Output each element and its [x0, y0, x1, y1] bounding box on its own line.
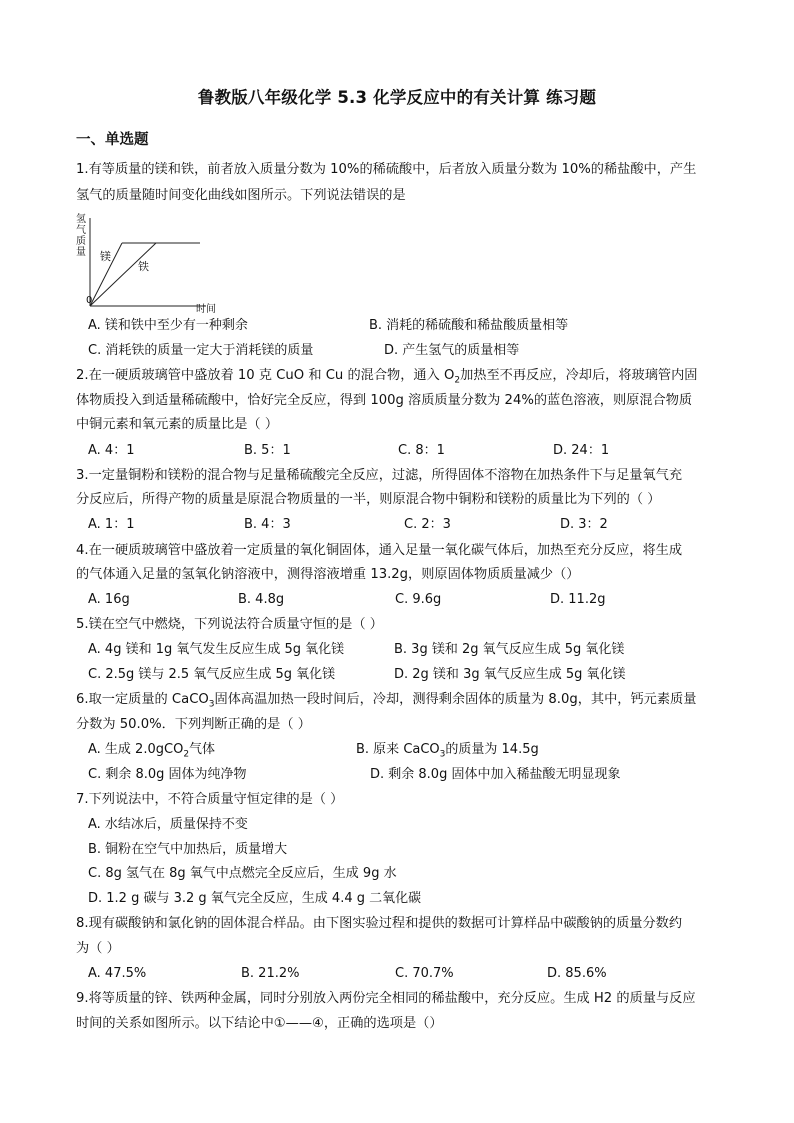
- q9-line2: 时间的关系如图所示。以下结论中①——④，正确的选项是（）: [76, 1016, 443, 1031]
- page-title: 鲁教版八年级化学 5.3 化学反应中的有关计算 练习题: [197, 88, 597, 107]
- q2-option-c: C. 8：1: [398, 443, 445, 458]
- q6-line2: 分数为 50.0%．下列判断正确的是（ ）: [76, 717, 311, 732]
- q8-option-d: D. 85.6%: [547, 966, 607, 981]
- q8-line1: 8.现有碳酸钠和氯化钠的固体混合样品。由下图实验过程和提供的数据可计算样品中碳酸钠的质量分数约: [76, 916, 683, 931]
- q1-option-a: A. 镁和铁中至少有一种剩余: [88, 318, 248, 333]
- graph-ylabel: 氢气质量: [76, 214, 86, 258]
- q7-option-d: D. 1.2 g 碳与 3.2 g 氧气完全反应，生成 4.4 g 二氧化碳: [88, 891, 422, 906]
- q4-line1: 4.在一硬质玻璃管中盛放着一定质量的氧化铜固体，通入足量一氧化碳气体后，加热至充分反应，将生成: [76, 543, 683, 558]
- q8-option-a: A. 47.5%: [88, 966, 147, 981]
- q6-option-c: C. 剩余 8.0g 固体为纯净物: [88, 767, 247, 782]
- q8-line2: 为（ ）: [76, 941, 120, 956]
- q1-line2: 氢气的质量随时间变化曲线如图所示。下列说法错误的是: [76, 188, 406, 203]
- q6-option-b-text: B. 原来 CaCO: [356, 742, 440, 757]
- q5-option-a: A. 4g 镁和 1g 氧气发生反应生成 5g 氧化镁: [88, 642, 345, 657]
- q3-line2: 分反应后，所得产物的质量是原混合物质量的一半，则原混合物中铜粉和镁粉的质量比为下列的（ ）: [76, 492, 661, 507]
- q6-option-b-sub: 3: [439, 749, 446, 760]
- q5-line1: 5.镁在空气中燃烧，下列说法符合质量守恒的是（ ）: [76, 617, 383, 632]
- graph-origin: 0: [86, 295, 93, 306]
- q6-line1-sub: 3: [208, 699, 215, 710]
- q2-option-a: A. 4：1: [88, 443, 135, 458]
- q2-option-d: D. 24：1: [553, 443, 610, 458]
- q1-option-b: B. 消耗的稀硫酸和稀盐酸质量相等: [369, 318, 569, 333]
- q7-line1: 7.下列说法中，不符合质量守恒定律的是（ ）: [76, 792, 344, 807]
- q6-option-b: [356, 740, 539, 765]
- q2-option-b: B. 5：1: [244, 443, 291, 458]
- q4-option-b: B. 4.8g: [238, 592, 285, 607]
- q5-option-b: B. 3g 镁和 2g 氧气反应生成 5g 氧化镁: [394, 642, 625, 657]
- q2-line3: 中铜元素和氧元素的质量比是（ ）: [76, 417, 279, 432]
- q3-option-c: C. 2：3: [404, 517, 451, 532]
- q6-option-d: D. 剩余 8.0g 固体中加入稀盐酸无明显现象: [370, 767, 621, 782]
- q1-option-c: C. 消耗铁的质量一定大于消耗镁的质量: [88, 343, 314, 358]
- q8-option-c: C. 70.7%: [395, 966, 454, 981]
- q1-graph: [76, 214, 216, 314]
- q3-option-d: D. 3：2: [560, 517, 608, 532]
- q2-line2: 体物质投入到适量稀硫酸中，恰好完全反应，得到 100g 溶质质量分数为 24%的蓝色溶液，则原混合物质: [76, 393, 693, 408]
- q2-line1-a: 2.在一硬质玻璃管中盛放着 10 克 CuO 和 Cu 的混合物，通入 O: [76, 368, 455, 383]
- q6-option-a-text: A. 生成 2.0gCO: [88, 742, 184, 757]
- q9-line1: 9.将等质量的锌、铁两种金属，同时分别放入两份完全相同的稀盐酸中，充分反应。生成 H2 的质量与反应: [76, 991, 696, 1006]
- q4-line2: 的气体通入足量的氢氧化钠溶液中，测得溶液增重 13.2g，则原固体物质质量减少（）: [76, 567, 580, 582]
- q3-option-a: A. 1：1: [88, 517, 135, 532]
- q6-option-a: [88, 740, 215, 765]
- q7-option-b: B. 铜粉在空气中加热后，质量增大: [88, 842, 288, 857]
- graph-label-fe: 铁: [138, 260, 149, 273]
- q5-option-d: D. 2g 镁和 3g 氧气反应生成 5g 氧化镁: [394, 667, 626, 682]
- graph-xlabel: 时间: [196, 304, 216, 315]
- q3-line1: 3.一定量铜粉和镁粉的混合物与足量稀硫酸完全反应，过滤，所得固体不溶物在加热条件下与足量氧气充: [76, 468, 683, 483]
- graph-label-mg: 镁: [100, 250, 111, 263]
- q6-option-a-sub: 2: [183, 749, 190, 760]
- q1-option-d: D. 产生氢气的质量相等: [384, 343, 520, 358]
- q5-option-c: C. 2.5g 镁与 2.5 氧气反应生成 5g 氧化镁: [88, 667, 336, 682]
- q2-line1-sub: 2: [454, 375, 461, 386]
- q4-option-a: A. 16g: [88, 592, 130, 607]
- q6-line1: [76, 690, 696, 715]
- q6-option-b-tail: 的质量为 14.5g: [445, 742, 539, 757]
- q1-line1: 1.有等质量的镁和铁，前者放入质量分数为 10%的稀硫酸中，后者放入质量分数为 10%的稀盐酸中，产生: [76, 162, 697, 177]
- q4-option-c: C. 9.6g: [395, 592, 442, 607]
- q6-line1-b: 固体高温加热一段时间后，冷却，测得剩余固体的质量为 8.0g，其中，钙元素质量: [214, 692, 697, 707]
- q7-option-c: C. 8g 氢气在 8g 氧气中点燃完全反应后，生成 9g 水: [88, 866, 397, 881]
- section-heading: 一、单选题: [76, 132, 149, 148]
- q4-option-d: D. 11.2g: [550, 592, 606, 607]
- q3-option-b: B. 4：3: [244, 517, 291, 532]
- q7-option-a: A. 水结冰后，质量保持不变: [88, 817, 248, 832]
- q2-line1-b: 加热至不再反应，冷却后，将玻璃管内固: [460, 368, 698, 383]
- q6-line1-a: 6.取一定质量的 CaCO: [76, 692, 209, 707]
- q8-option-b: B. 21.2%: [241, 966, 300, 981]
- q6-option-a-tail: 气体: [189, 742, 216, 757]
- q2-line1: [76, 366, 697, 391]
